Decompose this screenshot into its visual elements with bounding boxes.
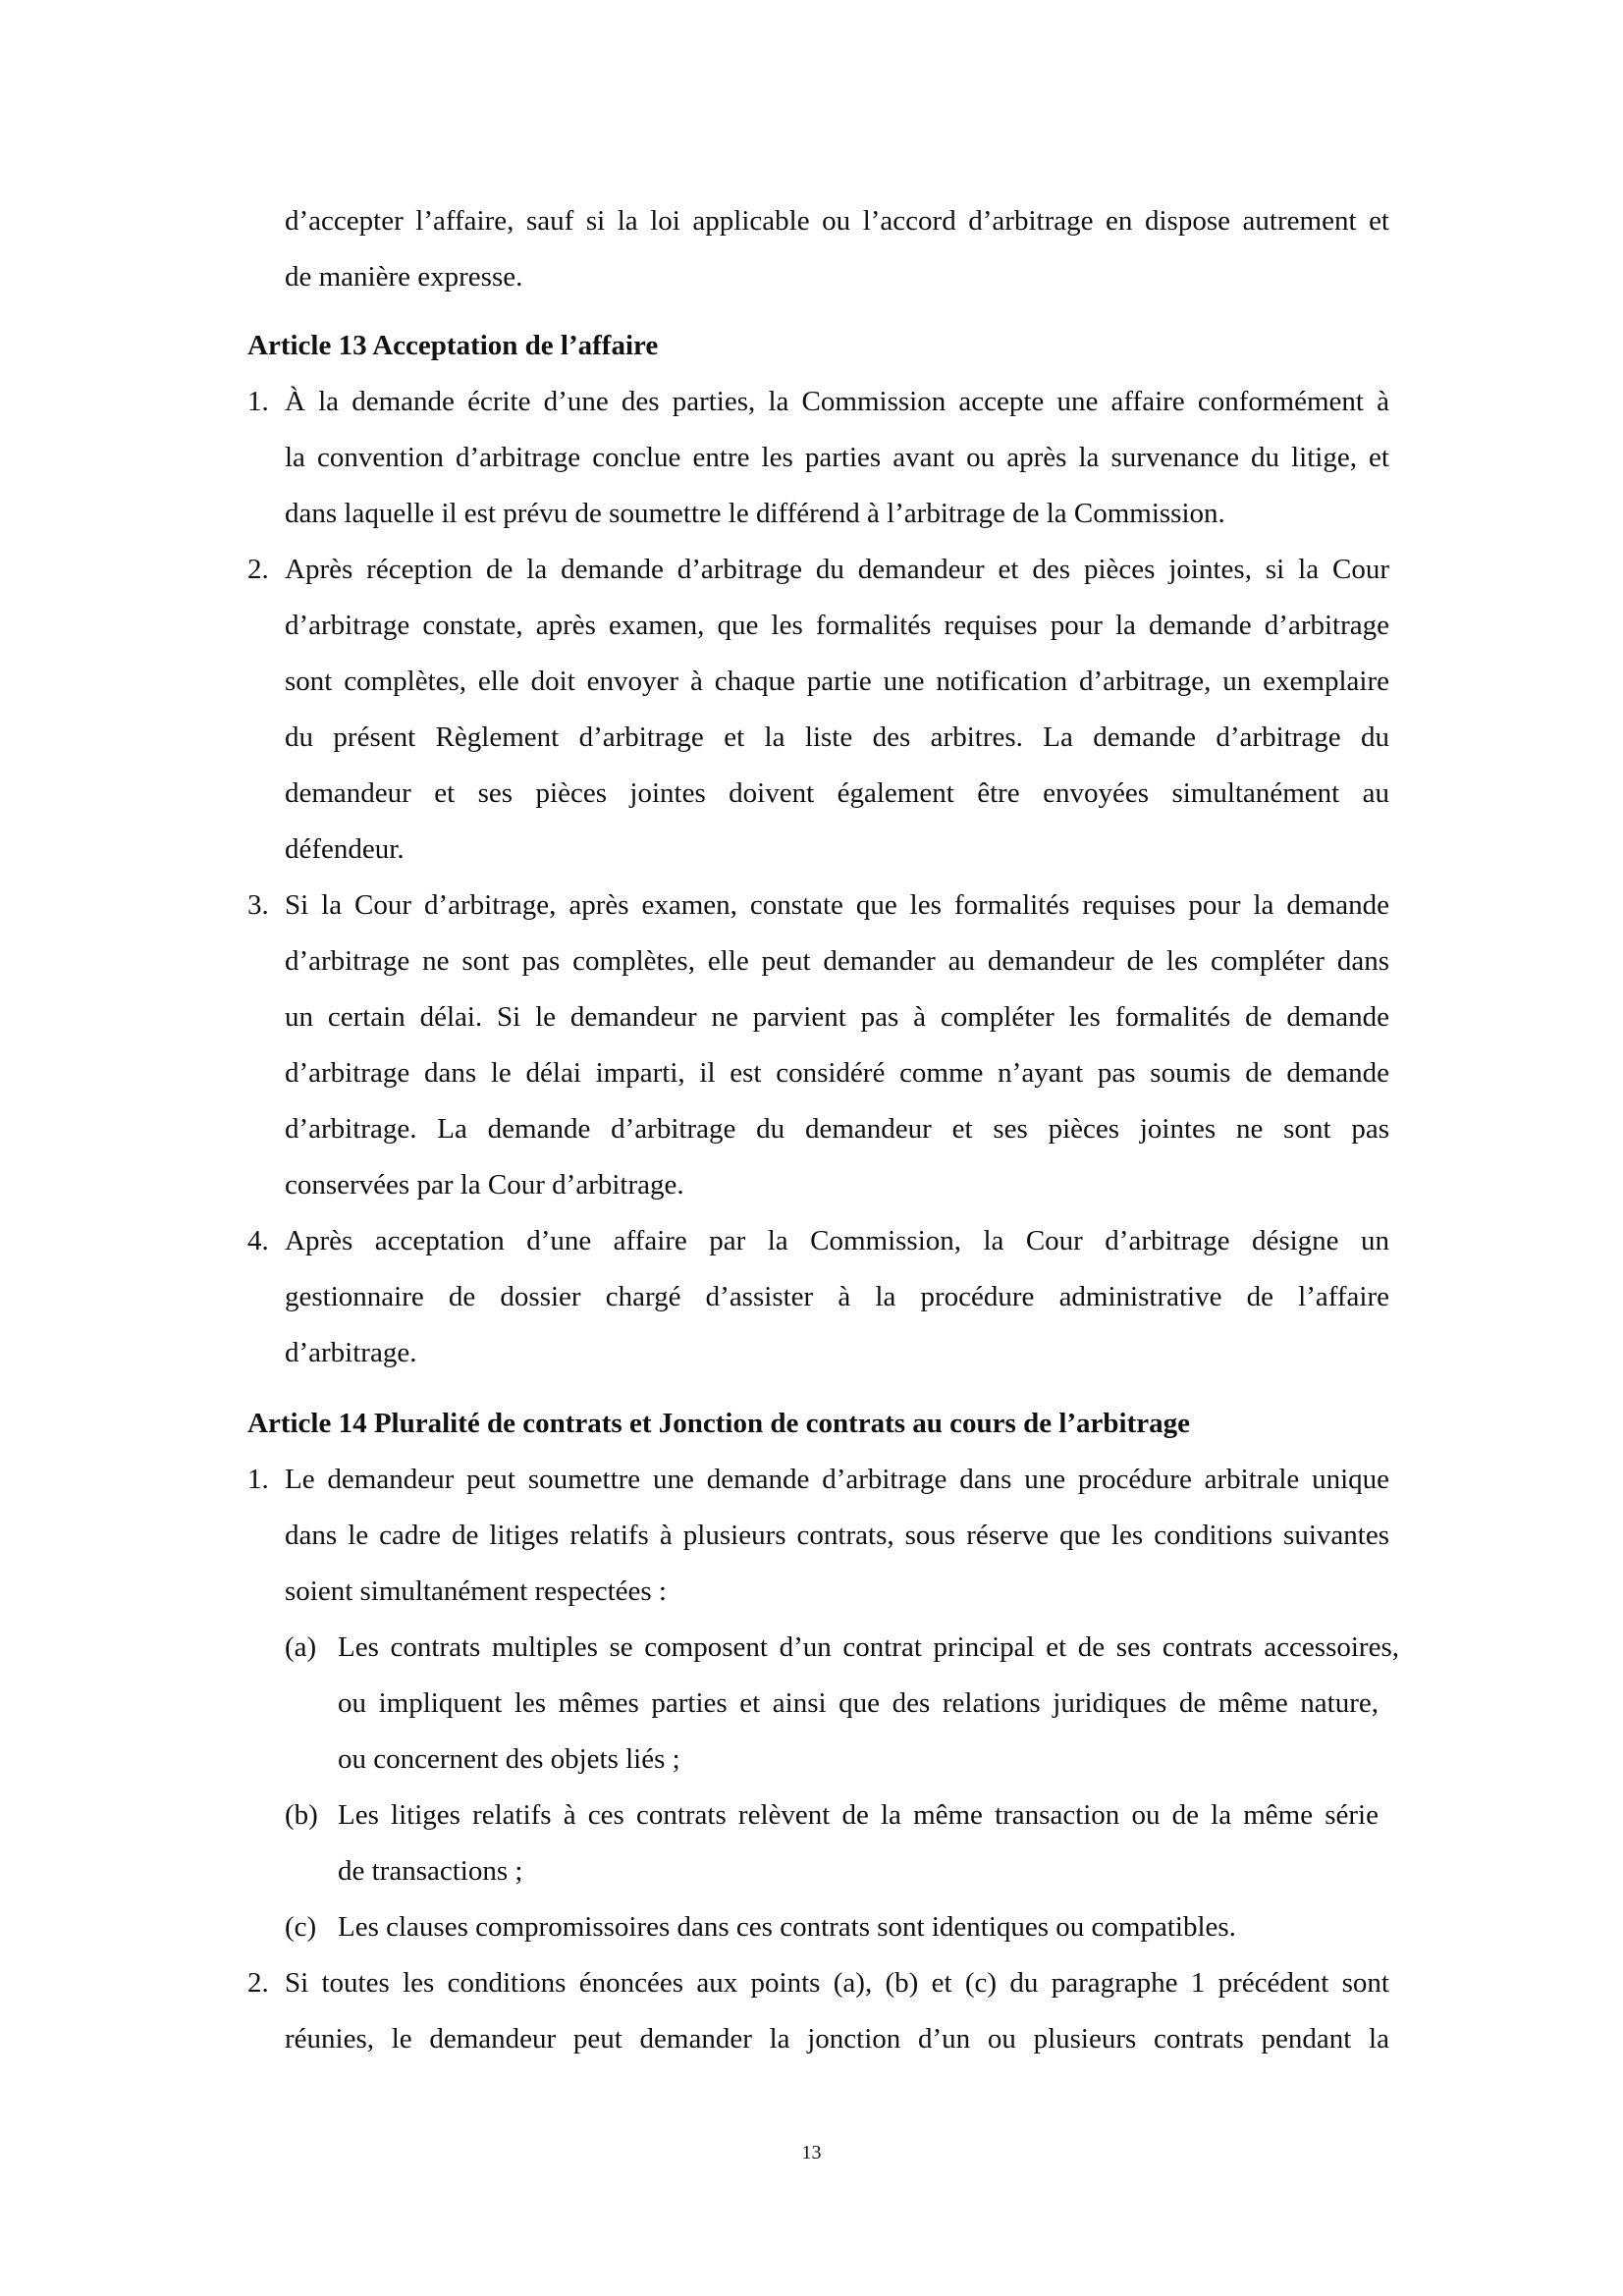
sub-item-body: [338, 1788, 1389, 1899]
text-line: réunies, le demandeur peut demander la jonction d’un ou plusieurs contrats pendant la: [285, 2023, 1389, 2055]
text-line: la convention d’arbitrage conclue entre les parties avant ou après la survenance du litige, et: [285, 442, 1389, 473]
text-line: sont complètes, elle doit envoyer à chaque partie une notification d’arbitrage, un exemplaire: [285, 666, 1389, 697]
text-line: de transactions ;: [338, 1855, 523, 1887]
text-line: défendeur.: [285, 833, 405, 865]
text-line: Les contrats multiples se composent d’un contrat principal et de ses contrats accessoires,: [338, 1631, 1399, 1663]
text-line: d’accepter l’affaire, sauf si la loi applicable ou l’accord d’arbitrage en dispose autrement et: [285, 205, 1389, 237]
text-line: un certain délai. Si le demandeur ne parvient pas à compléter les formalités de demande: [285, 1001, 1389, 1033]
text-line: Les litiges relatifs à ces contrats relèvent de la même transaction ou de la même série: [338, 1799, 1379, 1831]
sub-item-label: (b): [285, 1799, 318, 1831]
item-number: 1.: [247, 1464, 269, 1495]
item-number: 3.: [247, 889, 269, 921]
text-line: Les clauses compromissoires dans ces contrats sont identiques ou compatibles.: [338, 1911, 1236, 1943]
text-line: Si toutes les conditions énoncées aux points (a), (b) et (c) du paragraphe 1 précédent sont: [285, 1967, 1389, 1999]
text-line: Après acceptation d’une affaire par la Commission, la Cour d’arbitrage désigne un: [285, 1225, 1389, 1256]
article-14-heading: Article 14 Pluralité de contrats et Jonction de contrats au cours de l’arbitrage: [247, 1408, 1191, 1439]
text-line: Si la Cour d’arbitrage, après examen, constate que les formalités requises pour la demande: [285, 889, 1389, 921]
sub-item-body: [338, 1620, 1399, 1788]
text-line: gestionnaire de dossier chargé d’assister à la procédure administrative de l’affaire: [285, 1281, 1389, 1312]
item-body: [285, 542, 1389, 878]
text-line: soient simultanément respectées :: [285, 1575, 667, 1607]
item-body: [285, 1452, 1389, 1620]
item-number: 1.: [247, 386, 269, 417]
sub-item-body: [338, 1899, 1389, 1955]
text-line: du présent Règlement d’arbitrage et la liste des arbitres. La demande d’arbitrage du: [285, 721, 1389, 753]
item-body: [285, 374, 1389, 542]
item-body: [285, 1955, 1389, 2067]
item-number: 4.: [247, 1225, 269, 1256]
text-line: d’arbitrage constate, après examen, que les formalités requises pour la demande d’arbitrage: [285, 610, 1389, 641]
text-line: conservées par la Cour d’arbitrage.: [285, 1169, 684, 1201]
text-line: Après réception de la demande d’arbitrage du demandeur et des pièces jointes, si la Cour: [285, 554, 1389, 585]
text-line: d’arbitrage. La demande d’arbitrage du demandeur et ses pièces jointes ne sont pas: [285, 1113, 1389, 1145]
text-line: demandeur et ses pièces jointes doivent également être envoyées simultanément au: [285, 777, 1389, 809]
sub-item-label: (a): [285, 1631, 317, 1663]
text-line: ou concernent des objets liés ;: [338, 1743, 680, 1775]
page-number: 13: [801, 2142, 822, 2163]
text-line: d’arbitrage ne sont pas complètes, elle peut demander au demandeur de les compléter dans: [285, 945, 1389, 977]
item-body: [285, 1213, 1389, 1381]
text-line: Le demandeur peut soumettre une demande d’arbitrage dans une procédure arbitrale unique: [285, 1464, 1389, 1495]
text-line: ou impliquent les mêmes parties et ainsi que des relations juridiques de même nature,: [338, 1687, 1379, 1719]
text-line: de manière expresse.: [285, 261, 523, 293]
sub-item-label: (c): [285, 1911, 317, 1943]
item-number: 2.: [247, 554, 269, 585]
item-number: 2.: [247, 1967, 269, 1999]
continuation-paragraph: [247, 193, 1389, 305]
text-line: dans laquelle il est prévu de soumettre le différend à l’arbitrage de la Commission.: [285, 498, 1225, 529]
text-line: d’arbitrage dans le délai imparti, il est considéré comme n’ayant pas soumis de demande: [285, 1057, 1389, 1089]
text-line: dans le cadre de litiges relatifs à plusieurs contrats, sous réserve que les conditions suivantes: [285, 1520, 1389, 1551]
text-line: À la demande écrite d’une des parties, la Commission accepte une affaire conformément à: [285, 386, 1389, 417]
article-13-heading: Article 13 Acceptation de l’affaire: [247, 330, 659, 361]
item-body: [285, 878, 1389, 1213]
text-line: d’arbitrage.: [285, 1337, 417, 1368]
